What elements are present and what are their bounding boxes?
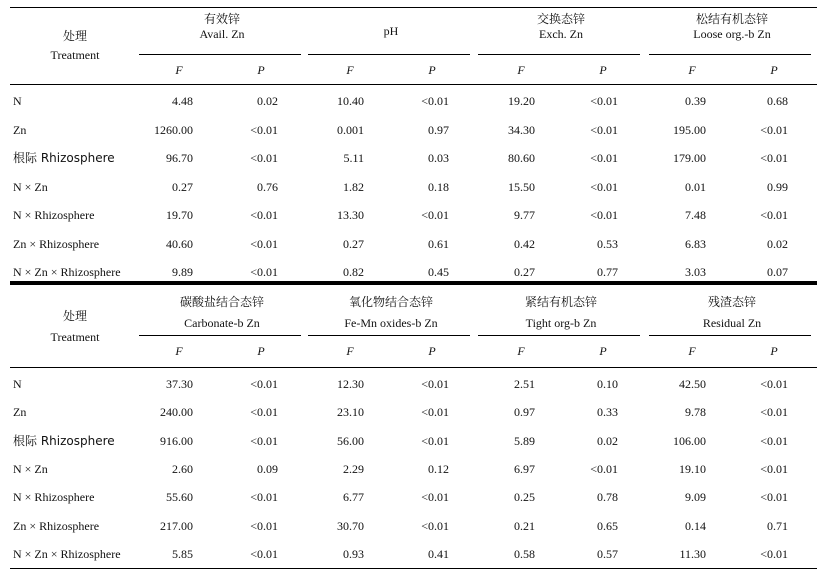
table-row-label: N × Zn <box>13 462 48 476</box>
p-value-cell: 0.02 <box>597 434 618 448</box>
p-value-cell: <0.01 <box>250 123 278 137</box>
f-value-cell: 56.00 <box>337 434 364 448</box>
p-value-cell: 0.03 <box>428 151 449 165</box>
p-value-cell: 0.12 <box>428 462 449 476</box>
f-value-cell: 9.89 <box>172 265 193 279</box>
group-header-zh: 松结有机态锌 <box>695 12 768 26</box>
group-header-en: Fe-Mn oxides-b Zn <box>344 316 438 330</box>
p-value-cell: <0.01 <box>250 405 278 419</box>
f-value-cell: 3.03 <box>685 265 706 279</box>
f-value-cell: 10.40 <box>337 94 364 108</box>
f-value-cell: 2.60 <box>172 462 193 476</box>
stat-header-p: P <box>770 344 778 358</box>
f-value-cell: 0.27 <box>514 265 535 279</box>
p-value-cell: 0.78 <box>597 490 618 504</box>
p-value-cell: 0.41 <box>428 547 449 561</box>
p-value-cell: <0.01 <box>421 405 449 419</box>
separator-rule <box>10 283 817 285</box>
table-row-label: 根际 Rhizosphere <box>13 434 115 448</box>
header-bottom-rule <box>10 367 817 368</box>
p-value-cell: 0.07 <box>767 265 788 279</box>
stat-header-p: P <box>599 63 607 77</box>
p-value-cell: 0.68 <box>767 94 788 108</box>
p-value-cell: <0.01 <box>421 377 449 391</box>
f-value-cell: 11.30 <box>679 547 706 561</box>
group-header-zh: 有效锌 <box>203 12 240 26</box>
table-row-label: Zn <box>13 123 27 137</box>
f-value-cell: 19.70 <box>166 208 193 222</box>
group-underline <box>308 335 470 336</box>
f-value-cell: 0.14 <box>685 519 706 533</box>
table-section-1 <box>10 0 817 283</box>
p-value-cell: <0.01 <box>590 94 618 108</box>
f-value-cell: 9.78 <box>685 405 706 419</box>
top-rule <box>10 7 817 8</box>
group-underline <box>139 54 301 55</box>
f-value-cell: 4.48 <box>172 94 193 108</box>
p-value-cell: <0.01 <box>250 265 278 279</box>
f-value-cell: 30.70 <box>337 519 364 533</box>
stat-header-f: F <box>517 63 525 77</box>
group-header-en: Loose org.-b Zn <box>693 27 771 41</box>
p-value-cell: 0.99 <box>767 180 788 194</box>
group-underline <box>139 335 301 336</box>
p-value-cell: 0.76 <box>257 180 278 194</box>
f-value-cell: 0.001 <box>337 123 364 137</box>
f-value-cell: 40.60 <box>166 237 193 251</box>
f-value-cell: 5.89 <box>514 434 535 448</box>
group-header-en: pH <box>383 24 399 38</box>
stat-header-p: P <box>428 63 436 77</box>
f-value-cell: 2.51 <box>514 377 535 391</box>
table-row-label: Zn × Rhizosphere <box>13 519 100 533</box>
p-value-cell: <0.01 <box>250 519 278 533</box>
treatment-header-en: Treatment <box>50 48 100 62</box>
f-value-cell: 96.70 <box>166 151 193 165</box>
table-row-label: 根际 Rhizosphere <box>13 151 115 165</box>
table-row-label: Zn × Rhizosphere <box>13 237 100 251</box>
table-row-label: N <box>13 94 22 108</box>
p-value-cell: <0.01 <box>250 547 278 561</box>
f-value-cell: 0.25 <box>514 490 535 504</box>
f-value-cell: 240.00 <box>160 405 193 419</box>
p-value-cell: <0.01 <box>760 490 788 504</box>
treatment-header-en: Treatment <box>50 330 100 344</box>
stat-header-p: P <box>257 344 265 358</box>
p-value-cell: <0.01 <box>590 123 618 137</box>
table-row-label: N × Zn <box>13 180 48 194</box>
p-value-cell: 0.45 <box>428 265 449 279</box>
f-value-cell: 0.27 <box>172 180 193 194</box>
f-value-cell: 13.30 <box>337 208 364 222</box>
group-header-zh: 氧化物结合态锌 <box>348 295 433 309</box>
f-value-cell: 0.58 <box>514 547 535 561</box>
p-value-cell: <0.01 <box>590 180 618 194</box>
stat-header-p: P <box>257 63 265 77</box>
f-value-cell: 42.50 <box>679 377 706 391</box>
f-value-cell: 0.39 <box>685 94 706 108</box>
p-value-cell: <0.01 <box>421 434 449 448</box>
stat-header-f: F <box>346 344 354 358</box>
f-value-cell: 0.01 <box>685 180 706 194</box>
treatment-header-zh: 处理 <box>62 309 87 323</box>
group-underline <box>649 335 811 336</box>
stat-header-p: P <box>599 344 607 358</box>
table-row-label: Zn <box>13 405 27 419</box>
p-value-cell: 0.10 <box>597 377 618 391</box>
group-underline <box>649 54 811 55</box>
group-header-en: Carbonate-b Zn <box>184 316 260 330</box>
f-value-cell: 179.00 <box>673 151 706 165</box>
f-value-cell: 916.00 <box>160 434 193 448</box>
p-value-cell: <0.01 <box>760 434 788 448</box>
p-value-cell: 0.33 <box>597 405 618 419</box>
group-underline <box>478 335 640 336</box>
p-value-cell: <0.01 <box>421 208 449 222</box>
f-value-cell: 0.42 <box>514 237 535 251</box>
group-header-en: Exch. Zn <box>539 27 583 41</box>
group-header-zh: 残渣态锌 <box>707 295 756 309</box>
f-value-cell: 2.29 <box>343 462 364 476</box>
f-value-cell: 15.50 <box>508 180 535 194</box>
stat-header-f: F <box>517 344 525 358</box>
p-value-cell: 0.77 <box>597 265 618 279</box>
f-value-cell: 23.10 <box>337 405 364 419</box>
f-value-cell: 1.82 <box>343 180 364 194</box>
p-value-cell: <0.01 <box>760 123 788 137</box>
f-value-cell: 1260.00 <box>154 123 193 137</box>
p-value-cell: <0.01 <box>250 237 278 251</box>
f-value-cell: 7.48 <box>685 208 706 222</box>
f-value-cell: 37.30 <box>166 377 193 391</box>
p-value-cell: <0.01 <box>590 462 618 476</box>
f-value-cell: 34.30 <box>508 123 535 137</box>
p-value-cell: <0.01 <box>421 94 449 108</box>
f-value-cell: 12.30 <box>337 377 364 391</box>
f-value-cell: 6.97 <box>514 462 535 476</box>
group-header-zh: 碳酸盐结合态锌 <box>179 295 264 309</box>
p-value-cell: <0.01 <box>590 151 618 165</box>
p-value-cell: 0.53 <box>597 237 618 251</box>
f-value-cell: 217.00 <box>160 519 193 533</box>
header-bottom-rule <box>10 84 817 85</box>
f-value-cell: 6.77 <box>343 490 364 504</box>
f-value-cell: 0.93 <box>343 547 364 561</box>
table-row-label: N × Zn × Rhizosphere <box>13 265 121 279</box>
p-value-cell: <0.01 <box>760 208 788 222</box>
table-row-label: N × Zn × Rhizosphere <box>13 547 121 561</box>
table-row-label: N × Rhizosphere <box>13 208 95 222</box>
p-value-cell: 0.71 <box>767 519 788 533</box>
table-row-label: N <box>13 377 22 391</box>
p-value-cell: <0.01 <box>760 377 788 391</box>
f-value-cell: 9.77 <box>514 208 535 222</box>
f-value-cell: 9.09 <box>685 490 706 504</box>
f-value-cell: 106.00 <box>673 434 706 448</box>
f-value-cell: 55.60 <box>166 490 193 504</box>
f-value-cell: 0.21 <box>514 519 535 533</box>
group-header-en: Tight org-b Zn <box>525 316 597 330</box>
stat-header-f: F <box>688 344 696 358</box>
p-value-cell: 0.02 <box>257 94 278 108</box>
table-row-label: N × Rhizosphere <box>13 490 95 504</box>
p-value-cell: <0.01 <box>760 405 788 419</box>
stat-header-p: P <box>428 344 436 358</box>
p-value-cell: 0.97 <box>428 123 449 137</box>
group-header-zh: 交换态锌 <box>536 12 585 26</box>
p-value-cell: <0.01 <box>421 519 449 533</box>
treatment-header-zh: 处理 <box>62 29 87 43</box>
p-value-cell: <0.01 <box>250 434 278 448</box>
f-value-cell: 0.97 <box>514 405 535 419</box>
f-value-cell: 0.82 <box>343 265 364 279</box>
p-value-cell: <0.01 <box>760 547 788 561</box>
p-value-cell: <0.01 <box>590 208 618 222</box>
p-value-cell: 0.65 <box>597 519 618 533</box>
p-value-cell: <0.01 <box>760 462 788 476</box>
f-value-cell: 0.27 <box>343 237 364 251</box>
f-value-cell: 5.11 <box>343 151 364 165</box>
p-value-cell: 0.18 <box>428 180 449 194</box>
p-value-cell: 0.02 <box>767 237 788 251</box>
p-value-cell: <0.01 <box>250 151 278 165</box>
p-value-cell: <0.01 <box>250 490 278 504</box>
p-value-cell: <0.01 <box>760 151 788 165</box>
f-value-cell: 19.20 <box>508 94 535 108</box>
stat-header-f: F <box>175 63 183 77</box>
p-value-cell: 0.09 <box>257 462 278 476</box>
stat-header-f: F <box>346 63 354 77</box>
table-section-2 <box>10 283 817 569</box>
group-underline <box>308 54 470 55</box>
p-value-cell: 0.57 <box>597 547 618 561</box>
f-value-cell: 80.60 <box>508 151 535 165</box>
group-header-zh: 紧结有机态锌 <box>524 295 597 309</box>
f-value-cell: 19.10 <box>679 462 706 476</box>
stat-header-p: P <box>770 63 778 77</box>
p-value-cell: <0.01 <box>250 377 278 391</box>
p-value-cell: <0.01 <box>250 208 278 222</box>
p-value-cell: <0.01 <box>421 490 449 504</box>
f-value-cell: 195.00 <box>673 123 706 137</box>
group-underline <box>478 54 640 55</box>
f-value-cell: 5.85 <box>172 547 193 561</box>
group-header-en: Avail. Zn <box>199 27 245 41</box>
stat-header-f: F <box>175 344 183 358</box>
p-value-cell: 0.61 <box>428 237 449 251</box>
f-value-cell: 6.83 <box>685 237 706 251</box>
stat-header-f: F <box>688 63 696 77</box>
group-header-en: Residual Zn <box>702 316 762 330</box>
